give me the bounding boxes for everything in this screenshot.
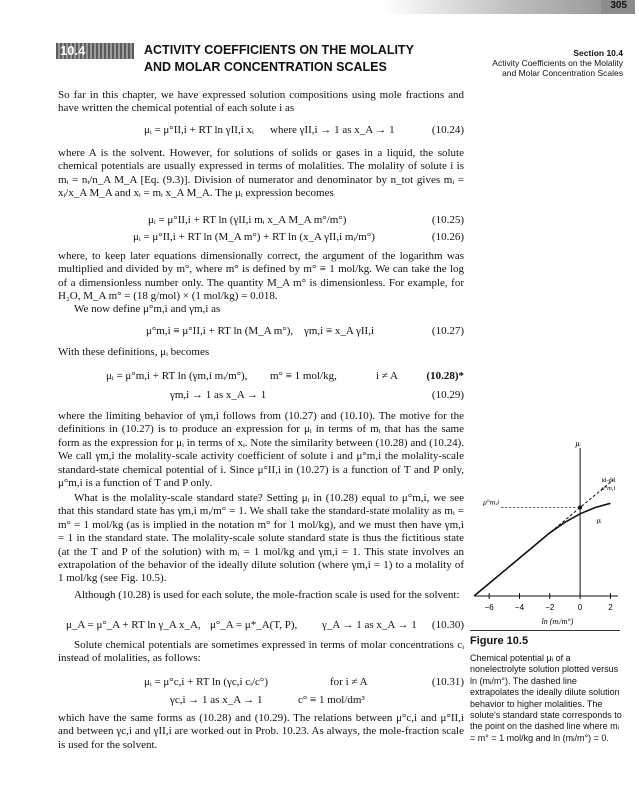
equation-10-27: μ°m,i ≡ μ°II,i + RT ln (M_A m°), γm,i ≡ x_A γII,i (10.27) — [146, 325, 464, 337]
equation-10-30: μ_A = μ°_A + RT ln γ_A x_A, μ°_A = μ*_A(T, P), γ_A → 1 as x_A → 1 (10.30) — [66, 619, 464, 631]
x-tick-label: −2 — [545, 603, 555, 612]
x-tick-label: 0 — [577, 603, 583, 612]
paragraph-1: So far in this chapter, we have expressed solution compositions using mole fractions and have written the chemical potential of each solute i as — [58, 89, 464, 115]
running-head — [463, 48, 623, 78]
equation-10-26: μᵢ = μ°II,i + RT ln (M_A m°) + RT ln (x_A γII,i mᵢ/m°) (10.26) — [133, 231, 464, 243]
x-axis-label: ln (mᵢ/m°) — [541, 617, 574, 626]
ideal-dilute-mu-label: μ°m,i — [601, 485, 616, 493]
paragraph-10: which have the same forms as (10.28) and (10.29). The relations between μ°c,i and μ°II,i and between γc,i and γII,i are worked out in Prob. 10.23. As always, the mole-fraction scale is used for the solvent. — [58, 712, 464, 751]
paragraph-3: where, to keep later equations dimensionally correct, the argument of the logarithm was multiplied and divided by m°, where m° is defined by m° ≡ 1 mol/kg. We can take the log of a dimensionless number only. The quantity M_A m° is dimensionless. For example, for H₂O, M_A m° = (18 g/mol) × (1 mol/kg) = 0.018. — [58, 250, 464, 303]
chart-svg — [468, 439, 624, 626]
x-tick-label: −4 — [514, 603, 525, 612]
paragraph-4: We now define μ°m,i and γm,i as — [74, 303, 221, 315]
paragraph-8: Although (10.28) is used for each solute, the mole-fraction scale is used for the solvent: — [74, 589, 460, 601]
paragraph-5: With these definitions, μᵢ becomes — [58, 346, 210, 358]
mu-i-label: μᵢ — [596, 515, 602, 525]
section-title-line1: ACTIVITY COEFFICIENTS ON THE MOLALITY — [144, 43, 414, 57]
std-state-point — [578, 506, 582, 510]
equation-10-32: γc,i → 1 as x_A → 1 c° ≡ 1 mol/dm³ — [170, 694, 365, 706]
paragraph-2: where A is the solvent. However, for solutions of solids or gases in a liquid, the solute chemical potentials are usually expressed in terms of molalities. The molality of solute i is mᵢ = nᵢ/n_A M_A [Eq. (9.3)]. Division of numerator and denominator by n_tot gives mᵢ = xᵢ/x_A M_A and xᵢ = mᵢ x_A M_A. The μᵢ expression becomes — [58, 147, 464, 200]
figure-caption: Chemical potential μᵢ of a nonelectrolyte solution plotted versus ln (mᵢ/m°). The dashed line extrapolates the ideally dilute solution behavior to higher molalities. The solute's standard state corresponds to the point on the dashed line where mᵢ = m° = 1 mol/kg and ln (mᵢ/m°) = 0. — [470, 653, 622, 743]
std-state-label: μ°m,i — [483, 497, 500, 507]
section-title — [144, 42, 464, 76]
y-axis-label: μᵢ — [575, 439, 581, 448]
running-head-line2: and Molar Concentration Scales — [502, 68, 623, 78]
series-mu-curve — [474, 503, 610, 596]
figure-10-5-chart — [468, 439, 624, 626]
x-tick-label: −6 — [484, 603, 494, 612]
equation-10-31: μᵢ = μ°c,i + RT ln (γc,i cᵢ/c°) for i ≠ A (10.31) — [144, 676, 464, 688]
paragraph-9: Solute chemical potentials are sometimes expressed in terms of molar concentrations cᵢ instead of molalities, as follows: — [58, 639, 464, 665]
equation-10-28: μᵢ = μ°m,i + RT ln (γm,i mᵢ/m°), m° ≡ 1 mol/kg, i ≠ A (10.28)* — [106, 370, 464, 382]
ideal-dilute-label: id-dil — [601, 477, 616, 485]
page-number: 305 — [610, 0, 627, 11]
x-tick-label: 2 — [608, 603, 613, 612]
equation-10-24: μᵢ = μ°II,i + RT ln γII,i xᵢ where γII,i → 1 as x_A → 1 (10.24) — [144, 124, 464, 136]
paragraph-7: What is the molality-scale standard state? Setting μᵢ in (10.28) equal to μ°m,i, we see that this standard state has γm,i mᵢ/m° = 1. We shall take the standard-state molality as mᵢ = m° = 1 mol/kg (as is implied in the notation m° for 1 mol/kg), and we must then have γm,i = 1 in the standard state. The molality-scale solute standard state is thus the fictitious state (at the T and P of the solution) with mᵢ = 1 mol/kg and γm,i = 1. This state involves an extrapolation of the behavior of the ideally dilute solution (where γm,i = 1) to a molality of 1 mol/kg (see Fig. 10.5). — [58, 492, 464, 585]
paragraph-6: where the limiting behavior of γm,i follows from (10.27) and (10.10). The motive for the definitions in (10.27) is to produce an expression for μᵢ in terms of mᵢ that has the same form as the expression for μᵢ in terms of xᵢ. Note the similarity between (10.28) and (10.24). We call γm,i the molality-scale activity coefficient of solute i and μ°m,i the molality-scale standard-state chemical potential of i. Since μ°II,i in (10.27) is a function of T and P only, μ°m,i is a function of T and P only. — [58, 410, 464, 490]
section-number: 10.4 — [60, 43, 86, 58]
equation-10-29: γm,i → 1 as x_A → 1 (10.29) — [170, 389, 464, 401]
running-head-line1: Activity Coefficients on the Molality — [492, 58, 623, 68]
figure-rule — [470, 630, 620, 631]
equation-10-25: μᵢ = μ°II,i + RT ln (γII,i mᵢ x_A M_A m°/m°) (10.25) — [148, 214, 464, 226]
page-header-bar — [0, 0, 639, 14]
figure-title: Figure 10.5 — [470, 635, 529, 647]
section-title-line2: AND MOLAR CONCENTRATION SCALES — [144, 60, 387, 74]
header-gradient — [383, 0, 603, 14]
running-head-label: Section 10.4 — [573, 48, 623, 58]
